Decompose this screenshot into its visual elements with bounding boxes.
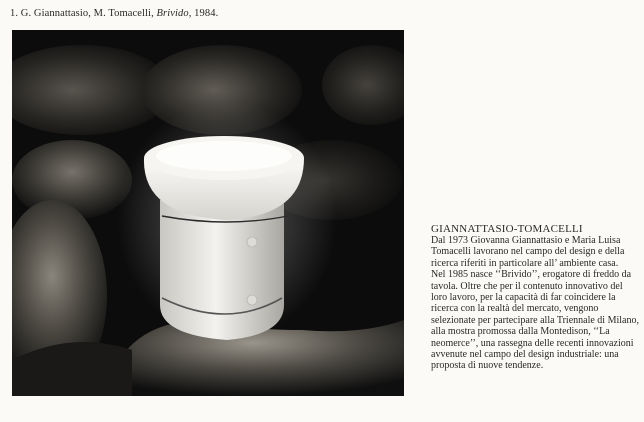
photo-illustration: [12, 30, 404, 396]
caption-prefix: 1. G. Giannattasio, M. Tomacelli,: [10, 8, 157, 19]
product-photo: [12, 30, 404, 396]
caption-title: Brivido: [156, 8, 189, 19]
paragraph-intro: Dal 1973 Giovanna Giannattasio e Maria Luisa Tomacelli lavorano nel campo del design e della ricerca riferiti in particolare all’ ambiente casa.: [431, 235, 625, 269]
article-text: [431, 223, 639, 372]
caption-suffix: , 1984.: [188, 8, 219, 19]
paragraph-brivido: Nel 1985 nasce ‘‘Brivido’’, erogatore di freddo da tavola. Oltre che per il contenuto innovativo del loro lavoro, per la capacità di far coincidere la ricerca con la realtà del mercato, vengono selezionate per partecipare alla Triennale di Milano, alla mostra promossa dalla Montedison, ‘‘La neomerce’’, una rassegna delle recenti innovazioni avvenute nel campo del design industriale: una proposta di nuove tendenze.: [431, 269, 639, 372]
designer-heading: GIANNATTASIO-TOMACELLI: [431, 223, 583, 235]
figure-caption: [10, 8, 218, 19]
